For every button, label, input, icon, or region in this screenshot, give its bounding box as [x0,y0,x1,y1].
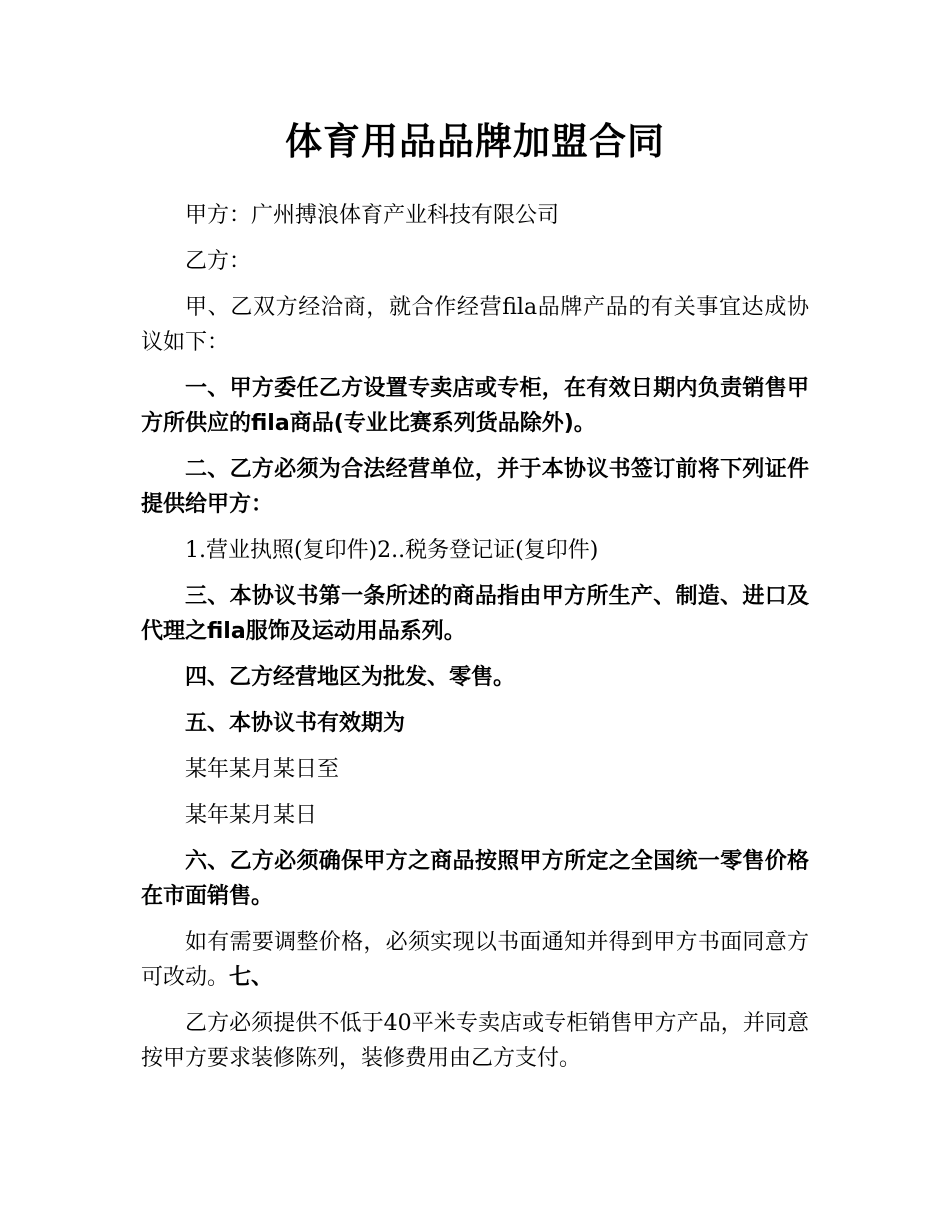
clause-5-paragraph: 五、本协议书有效期为 [185,711,406,736]
clause-6-note-text: 如有需要调整价格，必须实现以书面通知并得到甲方书面同意方可改动。 [141,930,809,990]
preamble-paragraph: 甲、乙双方经洽商，就合作经营fila品牌产品的有关事宜达成协议如下： [141,295,809,355]
clause-5-end-date: 某年某月某日 [185,803,318,828]
clause-4-paragraph: 四、乙方经营地区为批发、零售。 [185,665,516,690]
clause-3-paragraph: 三、本协议书第一条所述的商品指由甲方所生产、制造、进口及代理之fila服饰及运动用品系列。 [141,584,809,644]
clause-1-paragraph: 一、甲方委任乙方设置专卖店或专柜，在有效日期内负责销售甲方所供应的fila商品(专业比赛系列货品除外)。 [141,376,809,436]
clause-6-paragraph: 六、乙方必须确保甲方之商品按照甲方所定之全国统一零售价格在市面销售。 [141,849,809,909]
document-body [141,198,809,1087]
clause-7-paragraph: 乙方必须提供不低于40平米专卖店或专柜销售甲方产品，并同意按甲方要求装修陈列，装修费用由乙方支付。 [141,1011,809,1071]
clause-7-heading: 七、 [229,965,274,990]
clause-5-start-date: 某年某月某日至 [185,757,340,782]
clause-2-documents-line: 1.营业执照(复印件)2..税务登记证(复印件) [185,538,599,563]
clause-2-paragraph: 二、乙方必须为合法经营单位，并于本协议书签订前将下列证件提供给甲方： [141,457,809,517]
clause-6-note-paragraph [141,925,809,995]
document-title: 体育用品品牌加盟合同 [285,120,665,163]
party-a-line: 甲方：广州搏浪体育产业科技有限公司 [185,203,560,228]
party-b-line: 乙方： [185,249,252,274]
